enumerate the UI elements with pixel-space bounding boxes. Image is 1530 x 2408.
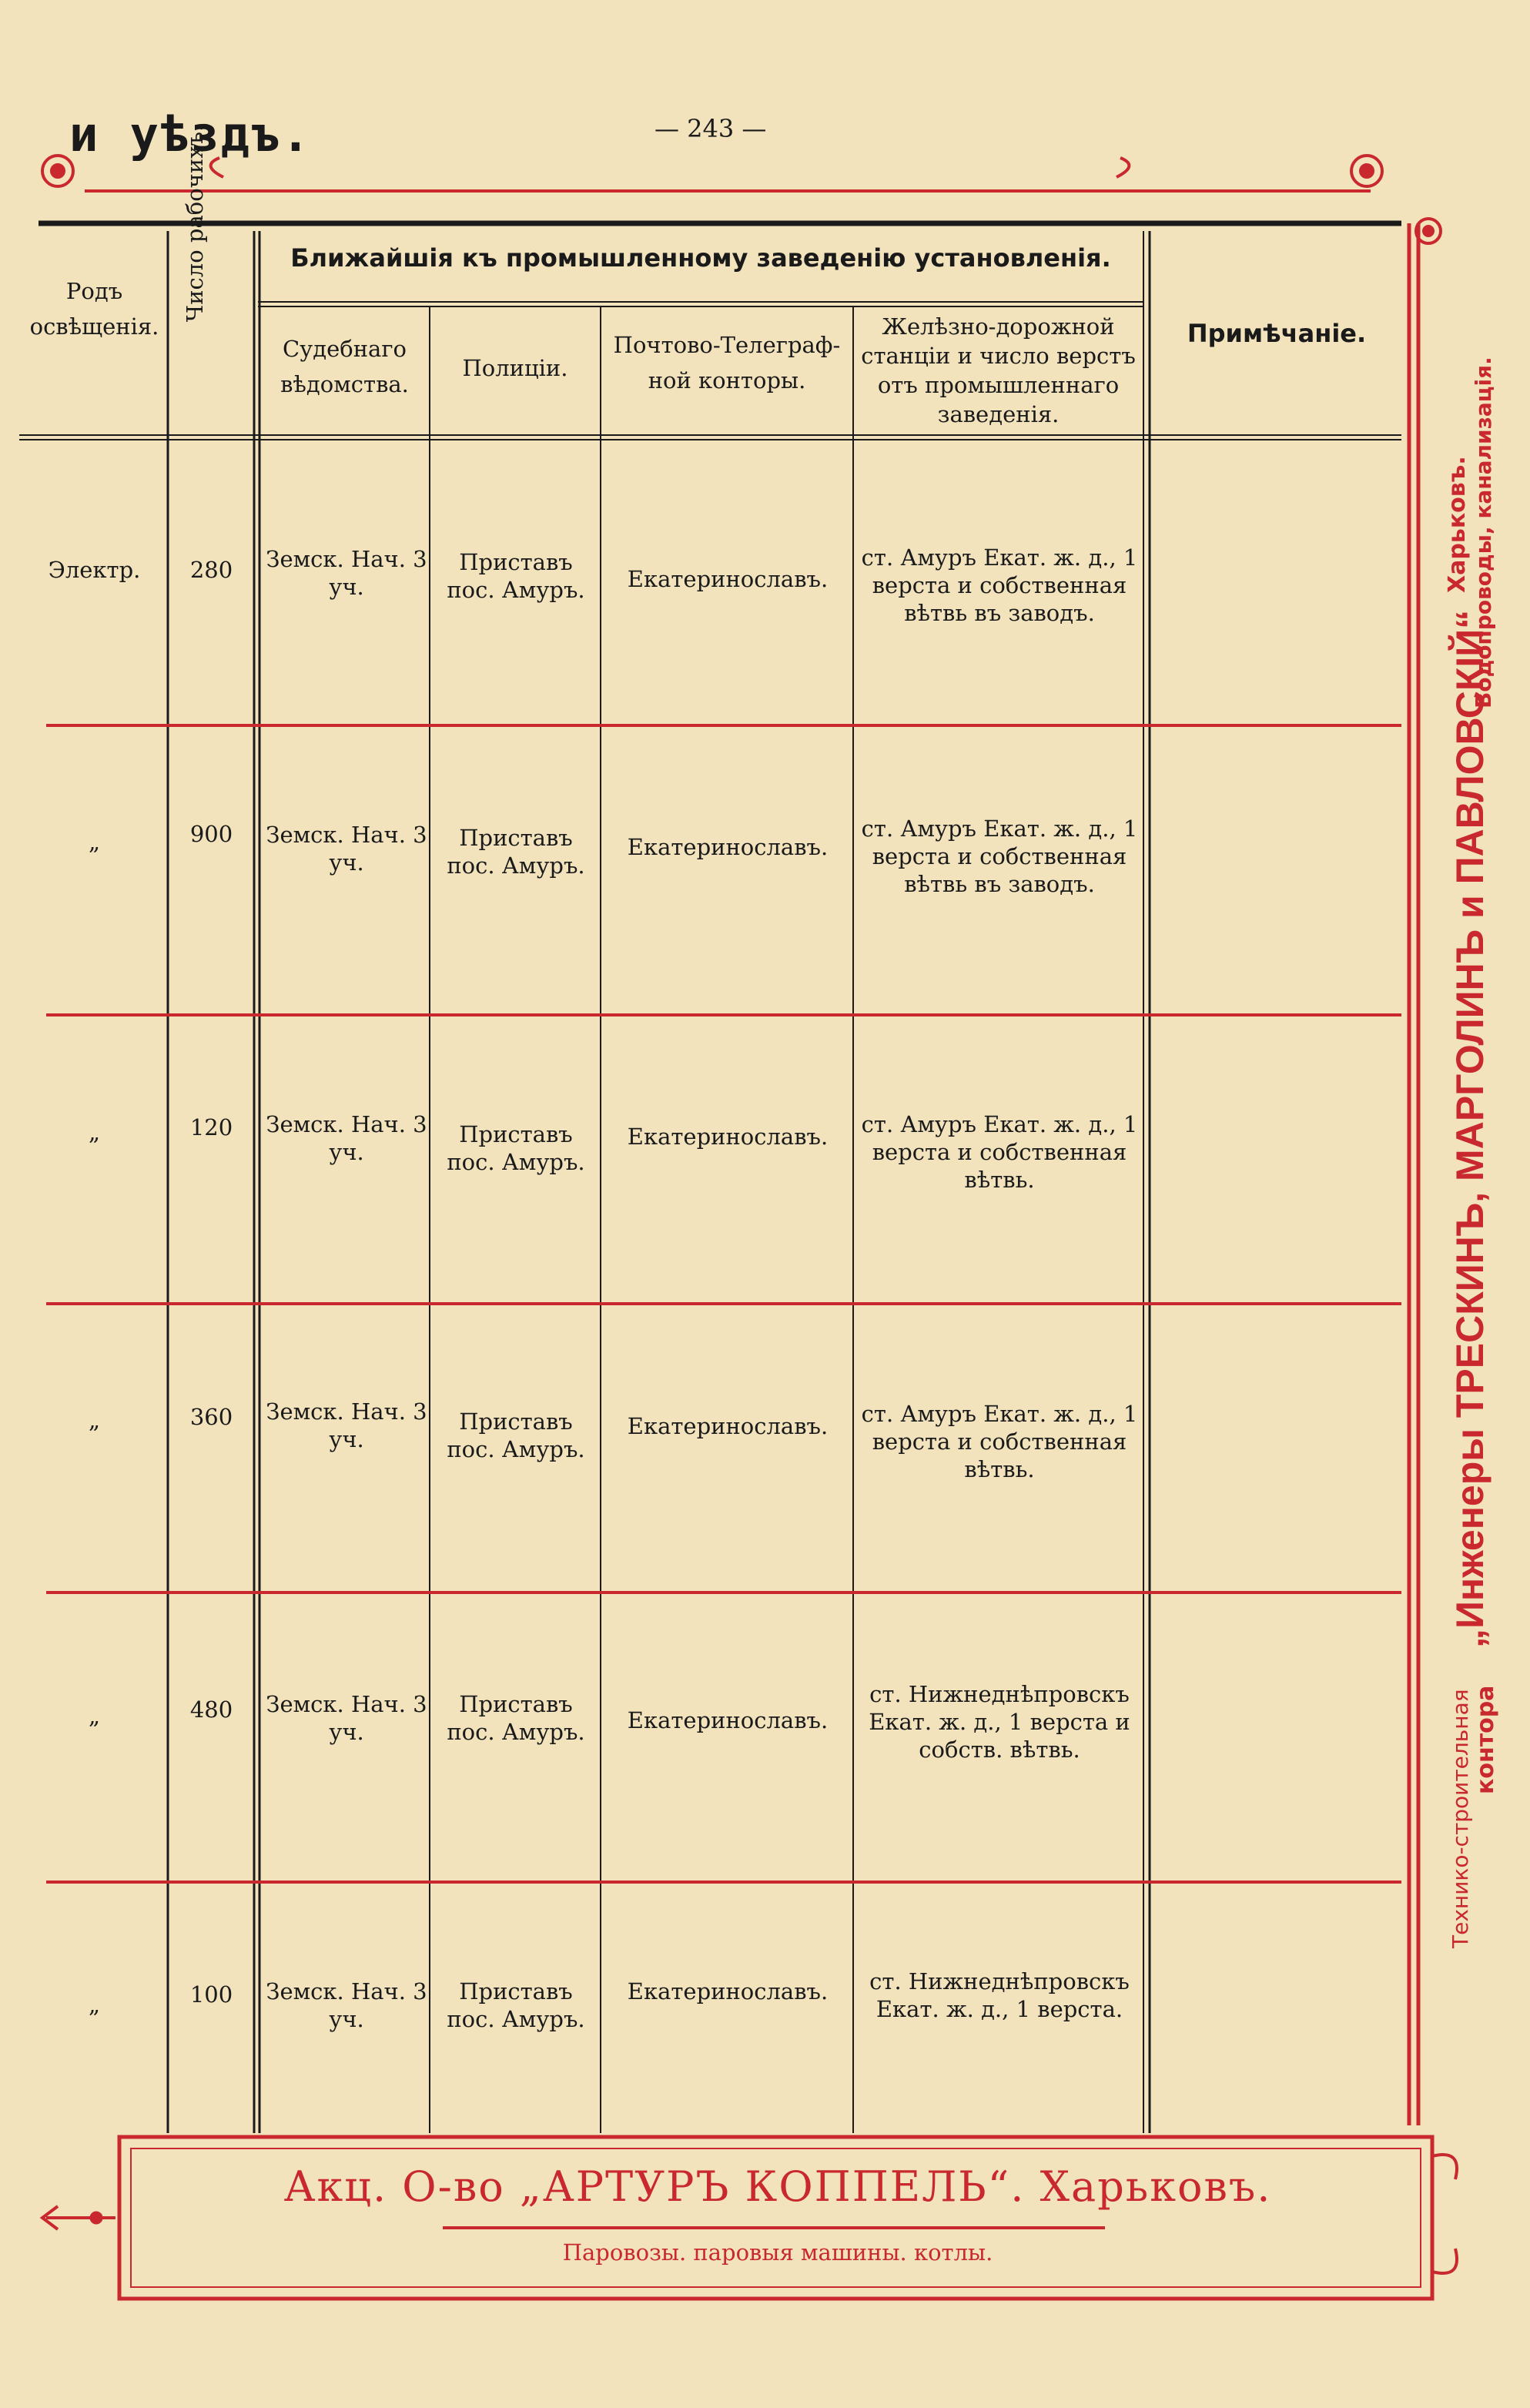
side-ad-services: Водопроводы, канализація. [1471,357,1496,708]
cell-post: Екатеринославъ. [627,834,829,860]
bottom-ad-subtitle: Паровозы. паровыя машины. котлы. [562,2239,993,2266]
cell-post: Екатеринославъ. [627,566,829,592]
cell-lighting: „ [88,1991,101,2018]
cell-court: Земск. Нач. 3 уч. [266,1111,427,1165]
cell-post: Екатеринославъ. [627,1707,829,1733]
cell-post: Екатеринославъ. [627,1413,829,1439]
cell-lighting: „ [88,1407,101,1433]
cell-police: Приставъ пос. Амуръ. [447,549,585,603]
cell-lighting: „ [88,1703,101,1729]
bottom-ad-title: Акц. О-во „АРТУРЪ КОППЕЛЬ“. Харьковъ. [283,2162,1272,2211]
cell-police: Приставъ пос. Амуръ. [447,1408,585,1462]
side-ad-city: Харьковъ. [1444,456,1471,593]
cell-post: Екатеринославъ. [627,1978,829,2004]
page-header-title: и уѣздъ. [69,106,312,162]
cell-police: Приставъ пос. Амуръ. [447,1121,585,1175]
cell-police: Приставъ пос. Амуръ. [447,1978,585,2032]
cell-workers: 120 [189,1114,233,1140]
side-ad-small-2: контора [1472,1685,1499,1794]
header-court: Судебнаго вѣдомства. [280,336,409,397]
cell-court: Земск. Нач. 3 уч. [266,546,427,600]
cell-railway: ст. Амуръ Екат. ж. д., 1 верста и собственная вѣтвь въ заводъ. [861,816,1138,897]
header-nearest: Ближайшія къ промышленному заведенію установленія. [290,243,1111,273]
side-ad-main: „Инженеры ТРЕСКИНЪ, МАРГОЛИНЪ и ПАВЛОВСКІЙ“ [1448,609,1491,1648]
header-police: Полиціи. [462,355,568,381]
side-ad-small: Технико-строительная [1448,1689,1473,1948]
page-number: — 243 — [655,114,767,143]
cell-post: Екатеринославъ. [627,1124,829,1150]
header-lighting: Родъ освѣщенія. [29,278,159,340]
cell-court: Земск. Нач. 3 уч. [266,1398,427,1452]
cell-workers: 280 [189,557,233,583]
header-workers: Число рабочихъ. [182,124,208,323]
header-railway: Желѣзно-дорожной станціи и число верстъ отъ промышленнаго заведенія. [861,313,1136,427]
cell-railway: ст. Амуръ Екат. ж. д., 1 верста и собственная вѣтвь въ заводъ. [861,544,1138,626]
top-ornament [42,156,1441,243]
cell-workers: 100 [189,1981,233,2008]
cell-court: Земск. Нач. 3 уч. [266,1978,427,2032]
cell-workers: 480 [189,1696,233,1723]
cell-court: Земск. Нач. 3 уч. [266,1691,427,1745]
cell-railway: ст. Нижнеднѣпровскъ Екат. ж. д., 1 верста. [869,1968,1130,2022]
header-note: Примѣчаніе. [1187,319,1367,348]
cell-lighting: Электр. [48,557,141,583]
cell-railway: ст. Нижнеднѣпровскъ Екат. ж. д., 1 верста и собств. вѣтвь. [869,1681,1130,1763]
cell-workers: 360 [189,1404,233,1430]
cell-police: Приставъ пос. Амуръ. [447,825,585,879]
cell-railway: ст. Амуръ Екат. ж. д., 1 верста и собственная вѣтвь. [861,1111,1138,1193]
cell-railway: ст. Амуръ Екат. ж. д., 1 верста и собственная вѣтвь. [861,1401,1138,1482]
cell-police: Приставъ пос. Амуръ. [447,1691,585,1745]
bottom-ad-frame [42,2137,1457,2299]
cell-lighting: „ [88,1119,101,1145]
cell-workers: 900 [189,821,233,847]
cell-lighting: „ [88,829,101,855]
header-post: Почтово-Телеграфной конторы. [613,332,841,394]
cell-court: Земск. Нач. 3 уч. [266,822,427,876]
